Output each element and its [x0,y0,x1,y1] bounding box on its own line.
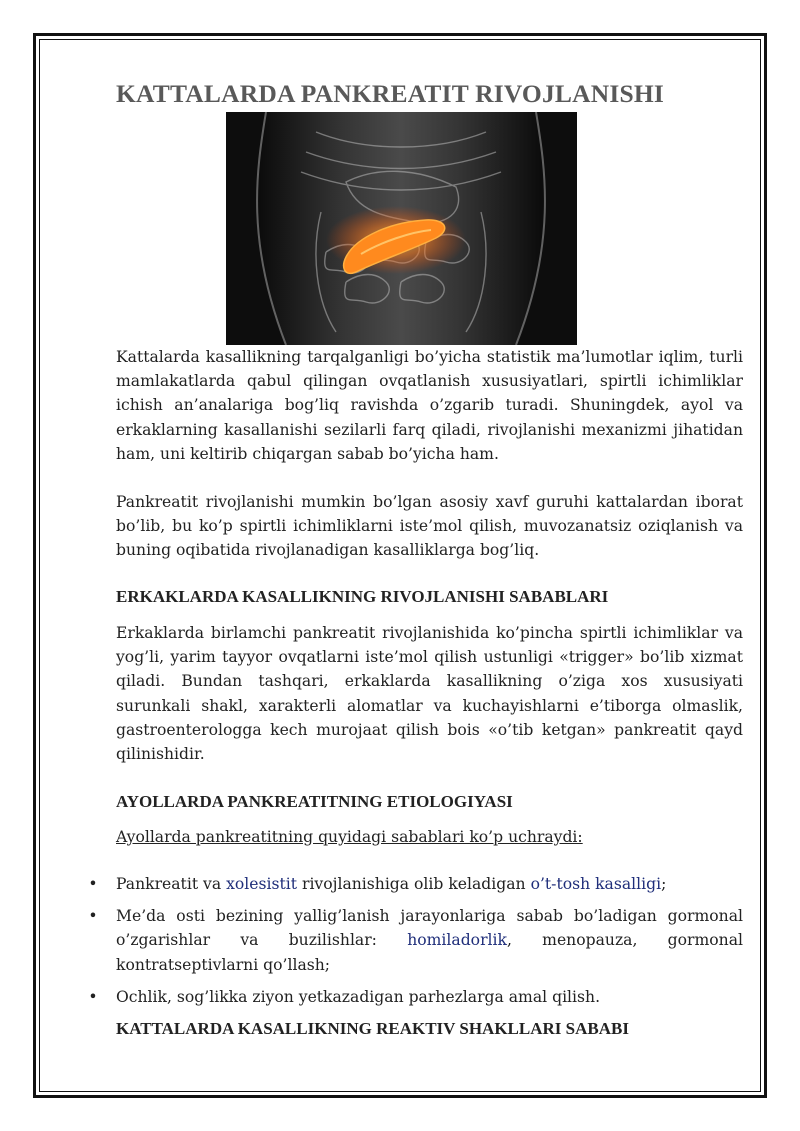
list-item-text: Me’da osti bezining yallig’lanish jarayonlariga sabab bo’ladigan gormonal o’zgarishlar va buzilishlar: [116,907,743,950]
section-heading-reactive: KATTALARDA KASALLIKNING REAKTIV SHAKLLARI SABABI [116,1019,629,1038]
anatomy-pancreas-image [226,112,577,345]
page-title: KATTALARDA PANKREATIT RIVOJLANISHI [116,79,665,108]
paragraph-2: Pankreatit rivojlanishi mumkin bo’lgan asosiy xavf guruhi kattalardan iborat bo’lib, bu ko’p spirtli ichimliklarni iste’mol qilish, muvozanatsiz oziqlanish va buning oqibatida rivojlanadigan kasalliklarga bog’liq. [116,493,743,560]
paragraph-1: Kattalarda kasallikning tarqalganligi bo’yicha statistik ma’lumotlar iqlim, turli mamlakatlarda qabul qilingan ovqatlanish xususiyatlari, spirtli ichimliklar ichish an’analariga bog’liq ravishda o’zgarib turadi. Shuningdek, ayol va erkaklarning kasallanishi sezilarli farq qiladi, rivojlanishi mexanizmi jihatidan ham, uni keltirib chiqargan sabab bo’yicha ham. [116,348,743,463]
list-item-text: rivojlanishiga olib keladigan [297,875,531,893]
list-item [86,904,743,977]
link-homiladorlik[interactable]: homiladorlik [407,931,507,950]
women-intro: Ayollarda pankreatitning quyidagi sabablari ko’p uchraydi: [116,828,583,846]
link-ot-tosh-kasalligi[interactable]: o’t-tosh kasalligi [530,875,662,893]
section-heading-men: ERKAKLARDA KASALLIKNING RIVOJLANISHI SABABLARI [116,587,609,606]
link-xolesistit[interactable]: xolesistit [226,875,298,893]
bullet-icon: • [88,987,98,1006]
list-item-text: ; [661,875,667,893]
bullet-icon: • [88,907,98,926]
document-body [88,76,743,1038]
paragraph-men: Erkaklarda birlamchi pankreatit rivojlanishida ko’pincha spirtli ichimliklar va yog’li, yarim tayyor ovqatlarni iste’mol qilish ustunligi «trigger» bo’lib xizmat qiladi. Bundan tashqari, erkaklarda kasallikning o’ziga xos xususiyati surunkali shakl, xarakterli alomatlar va kuchayishlarni e’tiborga olmaslik, gastroenterologga kech murojaat qilish bois «o’tib ketgan» pankreatit qayd qilinishidir. [116,624,743,764]
list-item [86,872,743,896]
bullet-icon: • [88,875,98,893]
section-heading-women: AYOLLARDA PANKREATITNING ETIOLOGIYASI [116,792,513,811]
list-item [86,985,743,1009]
list-item-text: , menopauza, gormonal kontratseptivlarni qo’llash; [116,931,743,974]
women-causes-list [86,872,743,1009]
list-item-text: Pankreatit va [116,875,227,893]
list-item-text: Ochlik, sog’likka ziyon yetkazadigan parhezlarga amal qilish. [116,987,601,1006]
